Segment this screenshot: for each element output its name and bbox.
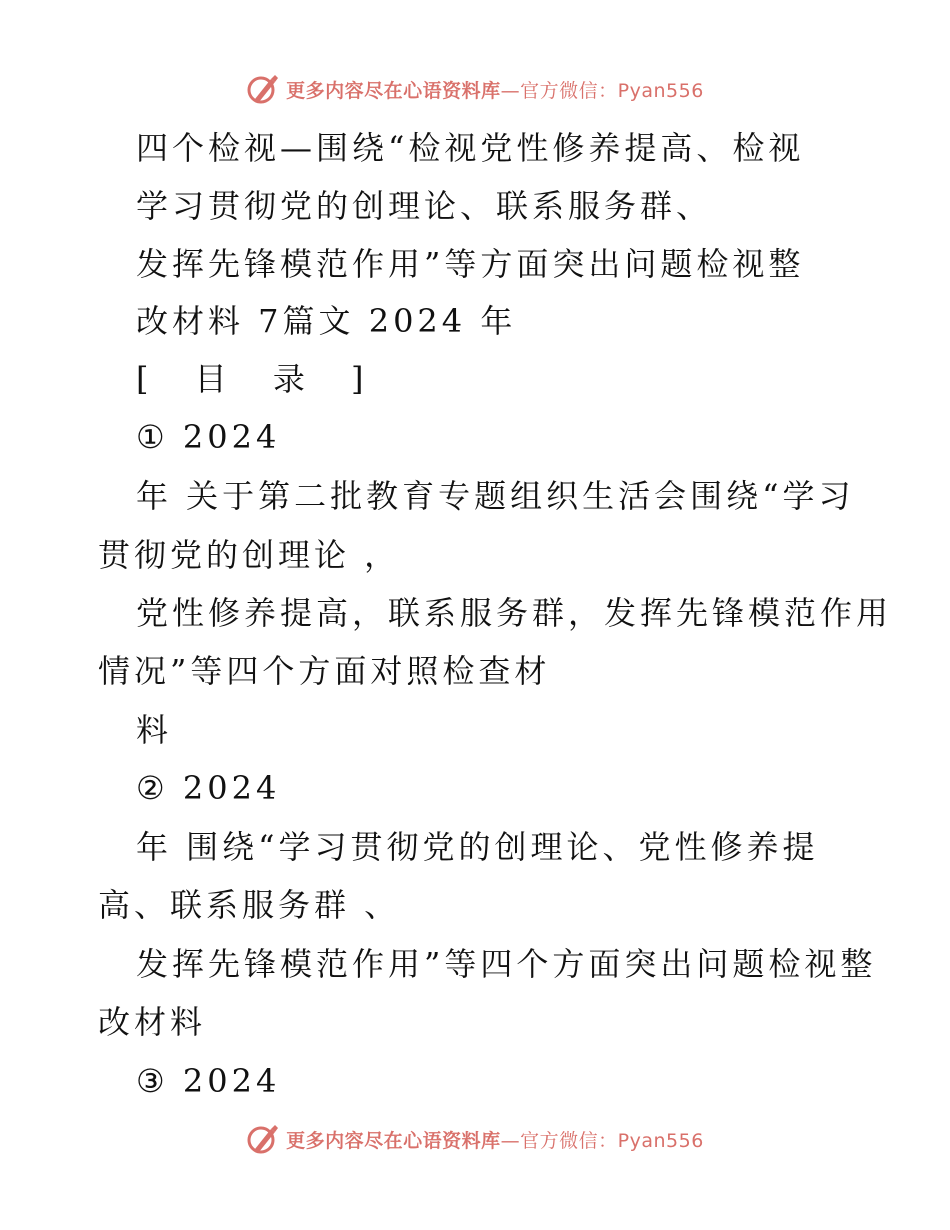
toc-entry-2-line: 改材料: [98, 1003, 207, 1041]
toc-entry-2-line: 年 围绕“学习贯彻党的创理论、党性修养提: [136, 828, 819, 866]
toc-entry-1-line: 情况”等四个方面对照检查材: [98, 652, 551, 690]
toc-entry-2-number: ② 2024: [136, 769, 281, 807]
toc-entry-2-line: 高、联系服务群 、: [98, 886, 401, 924]
header-watermark: [0, 72, 950, 106]
pen-logo-icon: [246, 72, 280, 106]
toc-entry-1-line: 料: [136, 711, 173, 749]
footer-watermark: [0, 1122, 950, 1156]
pen-logo-icon: [246, 1122, 280, 1156]
watermark-text: [286, 1126, 704, 1153]
toc-entry-3-number: ③ 2024: [136, 1062, 281, 1100]
toc-entry-1-line: 贯彻党的创理论 ，: [98, 536, 401, 574]
watermark-site: 更多内容尽在心语资料库: [286, 79, 501, 102]
toc-entry-1-line: 年 关于第二批教育专题组织生活会围绕“学习: [136, 477, 855, 515]
watermark-contact: —官方微信：Pyan556: [500, 1129, 704, 1152]
title-line-2: 学习贯彻党的创理论、联系服务群、: [136, 187, 713, 225]
title-line-3: 发挥先锋模范作用”等方面突出问题检视整: [136, 245, 805, 283]
toc-label: [ 目 录 ]: [136, 360, 382, 398]
title-line-4: 改材料 7篇文 2024 年: [136, 302, 517, 340]
watermark-text: [286, 76, 704, 103]
watermark-contact: —官方微信：Pyan556: [500, 79, 704, 102]
watermark-site: 更多内容尽在心语资料库: [286, 1129, 501, 1152]
toc-entry-1-line: 党性修养提高，联系服务群，发挥先锋模范作用: [136, 594, 893, 632]
toc-entry-1-number: ① 2024: [136, 418, 281, 456]
toc-entry-2-line: 发挥先锋模范作用”等四个方面突出问题检视整: [136, 945, 877, 983]
title-line-1: 四个检视—围绕“检视党性修养提高、检视: [136, 129, 805, 167]
